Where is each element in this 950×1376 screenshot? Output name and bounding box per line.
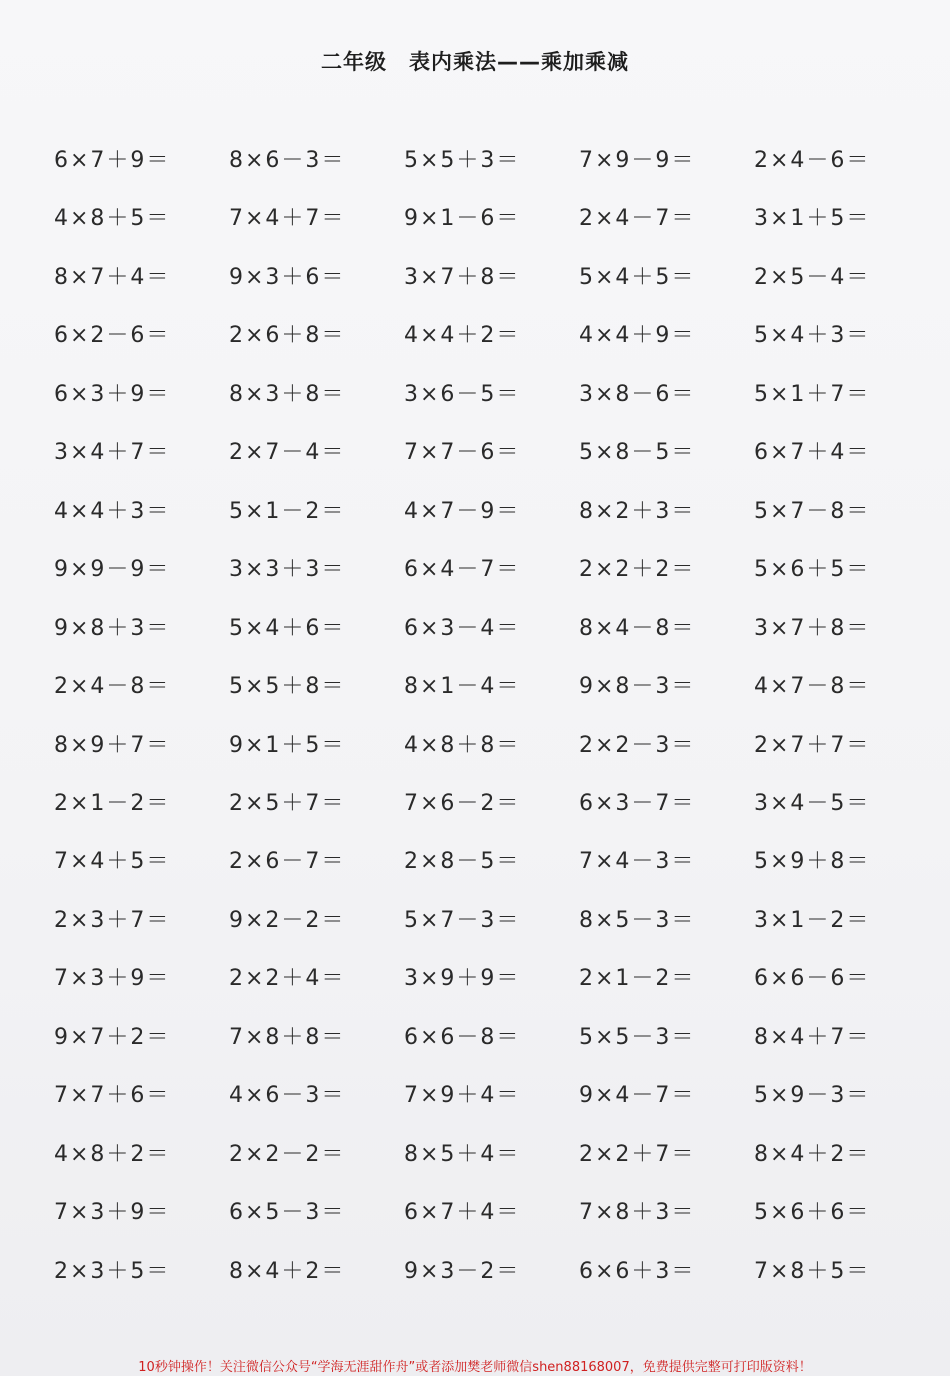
math-problem: 7×3＋9＝ [54, 1200, 171, 1225]
math-problem: 5×4＋3＝ [754, 323, 871, 348]
math-problem: 2×2＋2＝ [579, 557, 696, 582]
math-problem: 8×6－3＝ [229, 148, 346, 173]
math-problem: 7×4＋5＝ [54, 849, 171, 874]
math-problem: 2×7－4＝ [229, 440, 346, 465]
math-problem: 8×1－4＝ [404, 674, 521, 699]
math-problem: 7×4－3＝ [579, 849, 696, 874]
math-problem: 5×1－2＝ [229, 499, 346, 524]
math-problem: 2×5－4＝ [754, 265, 871, 290]
math-problem: 8×2＋3＝ [579, 499, 696, 524]
math-problem: 6×6－6＝ [754, 966, 871, 991]
math-problem: 7×7－6＝ [404, 440, 521, 465]
math-problem: 6×3－7＝ [579, 791, 696, 816]
math-problem: 2×2－2＝ [229, 1142, 346, 1167]
math-problem: 2×6＋8＝ [229, 323, 346, 348]
math-problem: 6×2－6＝ [54, 323, 171, 348]
math-problem: 6×7＋9＝ [54, 148, 171, 173]
math-problem: 8×4＋7＝ [754, 1025, 871, 1050]
math-problem: 4×8＋5＝ [54, 206, 171, 231]
math-problem: 7×4＋7＝ [229, 206, 346, 231]
math-problem: 4×4＋2＝ [404, 323, 521, 348]
math-problem: 2×1－2＝ [579, 966, 696, 991]
math-problem: 4×4＋3＝ [54, 499, 171, 524]
math-problem: 9×1－6＝ [404, 206, 521, 231]
math-problem: 7×7＋6＝ [54, 1083, 171, 1108]
math-problem: 5×5＋3＝ [404, 148, 521, 173]
math-problem: 9×8＋3＝ [54, 616, 171, 641]
math-problem: 3×4＋7＝ [54, 440, 171, 465]
math-problem: 5×4＋5＝ [579, 265, 696, 290]
math-problem: 4×7－8＝ [754, 674, 871, 699]
math-problem: 3×8－6＝ [579, 382, 696, 407]
math-problem: 9×9－9＝ [54, 557, 171, 582]
math-problem: 2×3＋5＝ [54, 1259, 171, 1284]
math-problem: 2×6－7＝ [229, 849, 346, 874]
math-problem: 5×5－3＝ [579, 1025, 696, 1050]
math-problem: 5×5＋8＝ [229, 674, 346, 699]
math-problem: 7×9＋4＝ [404, 1083, 521, 1108]
math-problem: 4×7－9＝ [404, 499, 521, 524]
math-problem: 5×9－3＝ [754, 1083, 871, 1108]
math-problem: 9×1＋5＝ [229, 733, 346, 758]
math-problem: 5×6＋6＝ [754, 1200, 871, 1225]
math-problem: 2×7＋7＝ [754, 733, 871, 758]
math-problem: 7×3＋9＝ [54, 966, 171, 991]
math-problem: 3×3＋3＝ [229, 557, 346, 582]
math-problem: 6×7＋4＝ [754, 440, 871, 465]
math-problem: 4×8＋8＝ [404, 733, 521, 758]
math-problem: 3×4－5＝ [754, 791, 871, 816]
math-problem: 9×3－2＝ [404, 1259, 521, 1284]
math-problem: 8×3＋8＝ [229, 382, 346, 407]
math-problem: 5×6＋5＝ [754, 557, 871, 582]
math-problem: 3×9＋9＝ [404, 966, 521, 991]
math-problem: 7×8＋8＝ [229, 1025, 346, 1050]
math-problem: 4×8＋2＝ [54, 1142, 171, 1167]
math-problem: 7×8＋5＝ [754, 1259, 871, 1284]
math-problem: 2×2－3＝ [579, 733, 696, 758]
math-problem: 3×1－2＝ [754, 908, 871, 933]
math-problem: 8×5＋4＝ [404, 1142, 521, 1167]
math-problem: 5×7－3＝ [404, 908, 521, 933]
math-problem: 4×6－3＝ [229, 1083, 346, 1108]
math-problem: 2×5＋7＝ [229, 791, 346, 816]
math-problem: 9×7＋2＝ [54, 1025, 171, 1050]
math-problem: 2×2＋4＝ [229, 966, 346, 991]
math-problem: 6×7＋4＝ [404, 1200, 521, 1225]
math-problem: 2×8－5＝ [404, 849, 521, 874]
math-problem: 8×5－3＝ [579, 908, 696, 933]
math-problem: 2×1－2＝ [54, 791, 171, 816]
worksheet-title: 二年级 表内乘法——乘加乘减 [321, 50, 629, 74]
math-problem: 8×4－8＝ [579, 616, 696, 641]
math-problem: 8×9＋7＝ [54, 733, 171, 758]
math-problem: 3×7＋8＝ [754, 616, 871, 641]
math-problem: 3×7＋8＝ [404, 265, 521, 290]
math-problem: 6×4－7＝ [404, 557, 521, 582]
math-problem: 5×9＋8＝ [754, 849, 871, 874]
math-problem: 6×3－4＝ [404, 616, 521, 641]
math-problem: 9×4－7＝ [579, 1083, 696, 1108]
math-problem: 9×8－3＝ [579, 674, 696, 699]
math-problem: 2×2＋7＝ [579, 1142, 696, 1167]
math-problem: 6×5－3＝ [229, 1200, 346, 1225]
math-problem: 9×3＋6＝ [229, 265, 346, 290]
math-problem: 6×3＋9＝ [54, 382, 171, 407]
promo-footer: 10秒钟操作！关注微信公众号“学海无涯甜作舟”或者添加樊老师微信shen88168007，免费提供完整可打印版资料！ [138, 1360, 812, 1375]
math-problem: 5×7－8＝ [754, 499, 871, 524]
math-problem: 8×4＋2＝ [754, 1142, 871, 1167]
math-problem: 9×2－2＝ [229, 908, 346, 933]
math-problem: 3×1＋5＝ [754, 206, 871, 231]
math-problem: 6×6＋3＝ [579, 1259, 696, 1284]
math-problem: 8×4＋2＝ [229, 1259, 346, 1284]
math-problem: 7×8＋3＝ [579, 1200, 696, 1225]
math-problem: 7×6－2＝ [404, 791, 521, 816]
math-problem: 5×8－5＝ [579, 440, 696, 465]
math-problem: 4×4＋9＝ [579, 323, 696, 348]
math-problem: 6×6－8＝ [404, 1025, 521, 1050]
math-problem: 2×4－8＝ [54, 674, 171, 699]
math-problem: 2×4－6＝ [754, 148, 871, 173]
math-problem: 2×3＋7＝ [54, 908, 171, 933]
math-problem: 7×9－9＝ [579, 148, 696, 173]
math-problem: 5×4＋6＝ [229, 616, 346, 641]
math-problem: 2×4－7＝ [579, 206, 696, 231]
math-problem: 3×6－5＝ [404, 382, 521, 407]
math-problem: 5×1＋7＝ [754, 382, 871, 407]
math-problem: 8×7＋4＝ [54, 265, 171, 290]
